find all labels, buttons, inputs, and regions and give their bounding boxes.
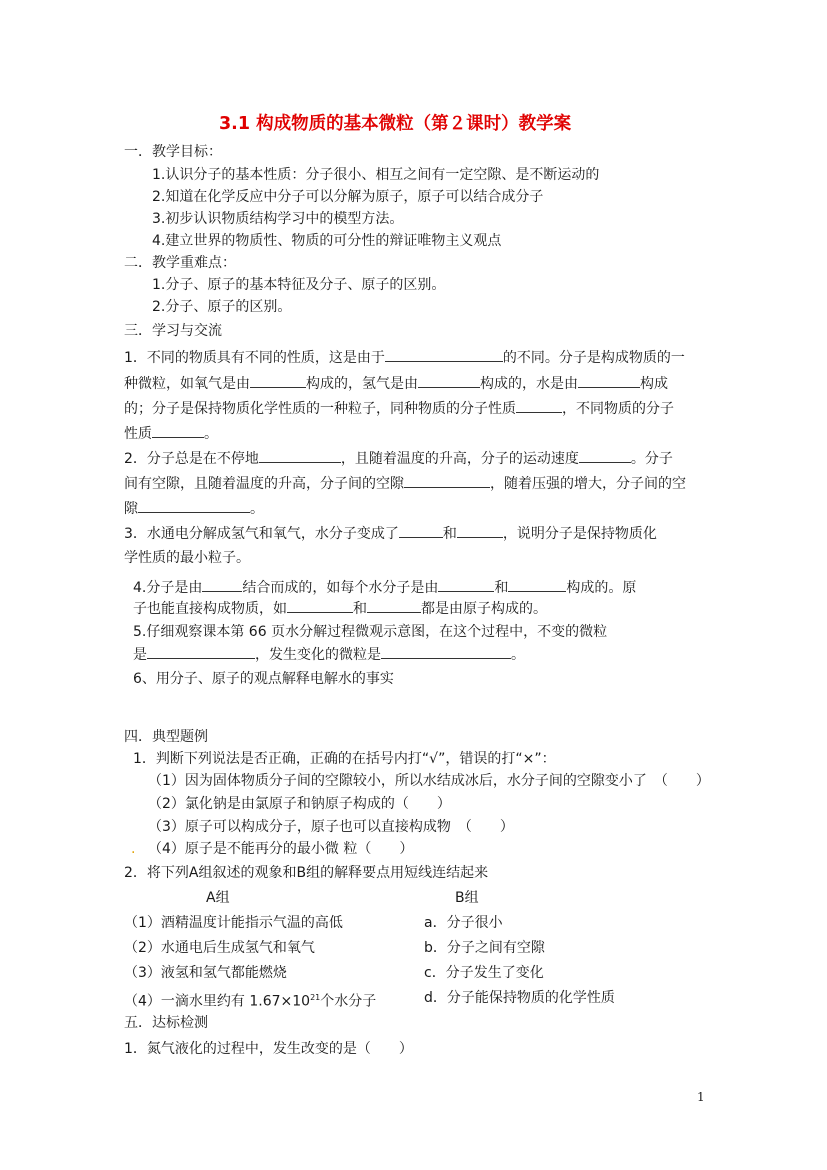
objective-item: 1.认识分子的基本性质：分子很小、相互之间有一定空隙、是不断运动的 — [152, 167, 600, 183]
question-text: 3．水通电分解成氢气和氧气，水分子变成了 — [124, 526, 399, 542]
group-b-item: c．分子发生了变化 — [424, 965, 544, 981]
group-a-item: （1）酒精温度计能指示气温的高低 — [124, 915, 343, 931]
question-text: 4.分子是由 — [133, 580, 203, 596]
sub-question: （4）原子是不能再分的最小微 粒（ ） — [148, 841, 414, 857]
group-b-item: b．分子之间有空隙 — [424, 940, 545, 956]
question-line: 1．氮气液化的过程中，发生改变的是（ ） — [124, 1041, 413, 1057]
blank-line — [385, 348, 503, 362]
blank-line — [579, 449, 631, 463]
objective-item: 2.知道在化学反应中分子可以分解为原子，原子可以结合成分子 — [152, 189, 544, 205]
section-heading-examples: 四．典型题例 — [124, 729, 208, 745]
question-line — [124, 524, 657, 543]
page-number: 1 — [697, 1090, 705, 1104]
question-text: 。 — [511, 647, 525, 663]
question-text: 结合而成的，如每个水分子是由 — [242, 580, 439, 596]
group-b-label: B组 — [455, 890, 479, 906]
question-text: 间有空隙，且随着温度的升高，分子间的空隙 — [124, 476, 404, 492]
question-text: 和 — [494, 580, 509, 596]
blank-line — [418, 374, 480, 388]
blank-line — [516, 399, 562, 413]
key-point-item: 1.分子、原子的基本特征及分子、原子的区别。 — [152, 277, 446, 293]
key-point-item: 2.分子、原子的区别。 — [152, 299, 292, 315]
question-line: 6、用分子、原子的观点解释电解水的事实 — [133, 671, 394, 687]
question-text: ，说明分子是保持物质化 — [502, 526, 657, 542]
question-line — [133, 645, 525, 664]
question-text: 的；分子是保持物质化学性质的一种粒子，同种物质的分子性质 — [124, 401, 516, 417]
question-text: 和 — [353, 601, 367, 617]
question-line — [133, 599, 547, 618]
question-text: 的不同。分子是构成物质的一 — [502, 350, 685, 366]
group-a-item — [124, 989, 376, 1011]
question-text: 构成的，氢气是由 — [306, 376, 418, 392]
question-line — [124, 499, 264, 518]
blank-line — [202, 578, 242, 592]
group-b-item: a．分子很小 — [424, 915, 503, 931]
question-text: 。分子 — [630, 451, 673, 467]
group-a-item-text: （4）一滴水里约有 1.67×10 — [124, 993, 311, 1010]
blank-line — [578, 374, 640, 388]
question-line — [124, 374, 668, 393]
question-text: 。 — [250, 501, 264, 517]
question-text: 种微粒，如氧气是由 — [124, 376, 250, 392]
question-text: ，发生变化的微粒是 — [255, 647, 381, 663]
question-text: 构成的，水是由 — [480, 376, 578, 392]
group-a-label: A组 — [206, 890, 230, 906]
blank-line — [367, 599, 421, 613]
blank-line — [138, 499, 250, 513]
question-line — [124, 449, 673, 468]
blank-line — [287, 599, 353, 613]
group-a-item: （2）水通电后生成氢气和氧气 — [124, 940, 315, 956]
group-a-item: （3）液氢和氢气都能燃烧 — [124, 965, 287, 981]
objective-item: 4.建立世界的物质性、物质的可分性的辩证唯物主义观点 — [152, 233, 502, 249]
sub-question: （3）原子可以构成分子，原子也可以直接构成物 （ ） — [148, 819, 514, 835]
section-heading-learning: 三．学习与交流 — [124, 323, 222, 339]
sub-question: （1）因为固体物质分子间的空隙较小，所以水结成冰后，水分子间的空隙变小了 （ ） — [148, 773, 710, 789]
question-text: 1．不同的物质具有不同的性质，这是由于 — [124, 350, 385, 366]
question-line: 学性质的最小粒子。 — [124, 550, 250, 566]
question-text: 都是由原子构成的。 — [421, 601, 547, 617]
question-line: 2．将下列A组叙述的观象和B组的解释要点用短线连结起来 — [124, 865, 489, 881]
question-text: ，且随着温度的升高，分子的运动速度 — [340, 451, 579, 467]
section-heading-key-points: 二．教学重难点： — [124, 255, 236, 271]
question-line — [124, 399, 674, 418]
blank-line — [399, 524, 443, 538]
blank-line — [457, 524, 503, 538]
question-line — [133, 578, 636, 597]
exponent: 21 — [310, 993, 321, 1002]
group-b-item: d．分子能保持物质的化学性质 — [424, 990, 615, 1006]
sub-question: （2）氯化钠是由氯原子和钠原子构成的（ ） — [148, 796, 451, 812]
blank-line — [152, 424, 204, 438]
question-text: 性质 — [124, 426, 152, 442]
blank-line — [438, 578, 494, 592]
question-line — [124, 348, 685, 367]
objective-item: 3.初步认识物质结构学习中的模型方法。 — [152, 211, 404, 227]
blank-line — [508, 578, 566, 592]
question-line: 1．判断下列说法是否正确，正确的在括号内打“√”，错误的打“×”： — [133, 751, 556, 767]
group-a-item-text: 个水分子 — [320, 993, 377, 1010]
blank-line — [404, 474, 490, 488]
blank-line — [147, 645, 255, 659]
question-text: 构成 — [640, 376, 668, 392]
question-line — [124, 424, 218, 443]
section-heading-objectives: 一．教学目标： — [124, 144, 222, 160]
question-text: 。 — [204, 426, 218, 442]
question-line — [124, 474, 686, 493]
question-text: 和 — [442, 526, 457, 542]
page-title: 3.1 构成物质的基本微粒（第２课时）教学案 — [219, 114, 572, 134]
question-text: 构成的。原 — [566, 580, 637, 596]
blank-line — [250, 374, 306, 388]
question-line: 5.仔细观察课本第 66 页水分解过程微观示意图，在这个过程中，不变的微粒 — [133, 624, 608, 640]
dot-mark: . — [131, 841, 136, 857]
blank-line — [259, 449, 341, 463]
question-text: 隙 — [124, 501, 138, 517]
question-text: ，随着压强的增大，分子间的空 — [490, 476, 686, 492]
question-text: ，不同物质的分子 — [562, 401, 674, 417]
section-heading-assessment: 五．达标检测 — [124, 1015, 208, 1031]
question-text: 2．分子总是在不停地 — [124, 451, 259, 467]
blank-line — [381, 645, 511, 659]
question-text: 是 — [133, 647, 147, 663]
question-text: 子也能直接构成物质，如 — [133, 601, 287, 617]
